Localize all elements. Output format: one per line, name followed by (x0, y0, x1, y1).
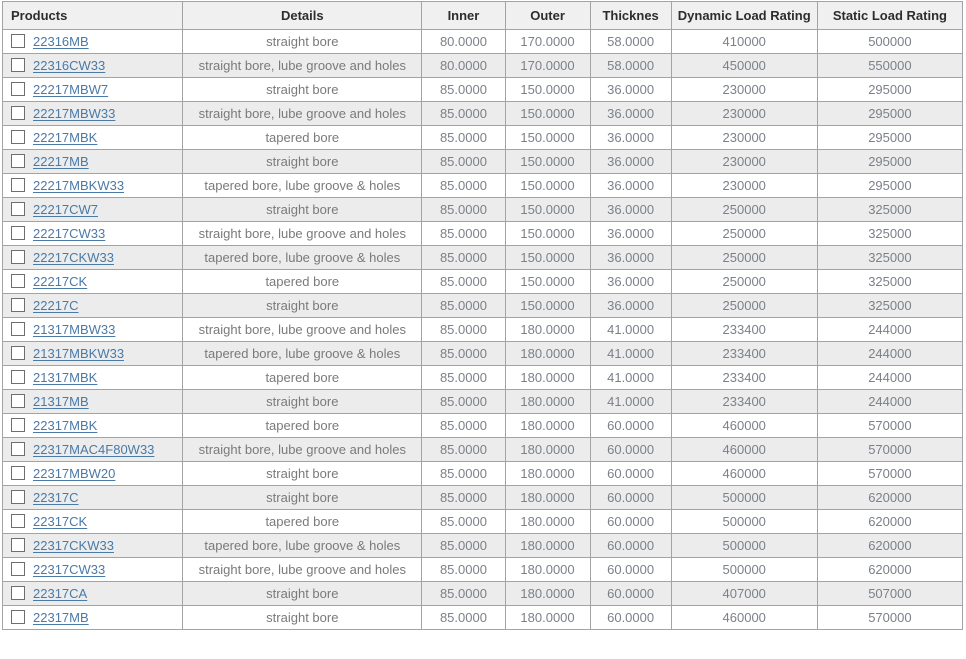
thickness-cell: 41.0000 (590, 318, 671, 342)
row-checkbox[interactable] (11, 226, 25, 240)
thickness-cell: 60.0000 (590, 414, 671, 438)
details-cell: straight bore (183, 606, 422, 630)
inner-cell: 85.0000 (422, 198, 505, 222)
inner-cell: 85.0000 (422, 294, 505, 318)
thickness-cell: 60.0000 (590, 486, 671, 510)
dynamic-load-rating-cell: 230000 (671, 174, 817, 198)
product-link[interactable]: 22217MB (33, 154, 89, 170)
table-row (3, 150, 963, 174)
table-row (3, 582, 963, 606)
static-load-rating-cell: 325000 (817, 222, 962, 246)
details-cell: straight bore, lube groove and holes (183, 438, 422, 462)
static-load-rating-cell: 325000 (817, 246, 962, 270)
row-checkbox[interactable] (11, 250, 25, 264)
dynamic-load-rating-cell: 233400 (671, 366, 817, 390)
static-load-rating-cell: 570000 (817, 414, 962, 438)
product-link[interactable]: 22217CW33 (33, 226, 106, 242)
product-cell (3, 342, 183, 366)
thickness-cell: 36.0000 (590, 222, 671, 246)
inner-cell: 85.0000 (422, 414, 505, 438)
outer-cell: 180.0000 (505, 366, 590, 390)
outer-cell: 180.0000 (505, 510, 590, 534)
table-row (3, 30, 963, 54)
product-cell (3, 174, 183, 198)
dynamic-load-rating-cell: 460000 (671, 414, 817, 438)
details-cell: straight bore (183, 582, 422, 606)
outer-cell: 180.0000 (505, 414, 590, 438)
product-cell (3, 222, 183, 246)
inner-cell: 85.0000 (422, 342, 505, 366)
static-load-rating-cell: 244000 (817, 366, 962, 390)
row-checkbox[interactable] (11, 178, 25, 192)
row-checkbox[interactable] (11, 298, 25, 312)
details-cell: straight bore (183, 390, 422, 414)
product-cell (3, 414, 183, 438)
outer-cell: 150.0000 (505, 78, 590, 102)
column-header-outer: Outer (505, 2, 590, 30)
inner-cell: 85.0000 (422, 246, 505, 270)
product-cell (3, 510, 183, 534)
table-row (3, 246, 963, 270)
product-link[interactable]: 22217MBKW33 (33, 178, 125, 194)
product-cell (3, 606, 183, 630)
product-cell (3, 462, 183, 486)
inner-cell: 80.0000 (422, 30, 505, 54)
dynamic-load-rating-cell: 233400 (671, 318, 817, 342)
table-row (3, 126, 963, 150)
thickness-cell: 58.0000 (590, 30, 671, 54)
thickness-cell: 41.0000 (590, 366, 671, 390)
product-link[interactable]: 22317MBK (33, 418, 98, 434)
thickness-cell: 36.0000 (590, 174, 671, 198)
inner-cell: 85.0000 (422, 606, 505, 630)
product-cell (3, 390, 183, 414)
dynamic-load-rating-cell: 460000 (671, 438, 817, 462)
details-cell: straight bore (183, 150, 422, 174)
product-cell (3, 198, 183, 222)
product-cell (3, 126, 183, 150)
thickness-cell: 36.0000 (590, 270, 671, 294)
outer-cell: 170.0000 (505, 30, 590, 54)
inner-cell: 85.0000 (422, 222, 505, 246)
details-cell: straight bore (183, 462, 422, 486)
table-row (3, 270, 963, 294)
static-load-rating-cell: 295000 (817, 126, 962, 150)
inner-cell: 85.0000 (422, 78, 505, 102)
product-cell (3, 246, 183, 270)
product-cell (3, 78, 183, 102)
static-load-rating-cell: 244000 (817, 342, 962, 366)
thickness-cell: 60.0000 (590, 438, 671, 462)
static-load-rating-cell: 295000 (817, 150, 962, 174)
product-link[interactable]: 21317MBK (33, 370, 98, 386)
thickness-cell: 36.0000 (590, 198, 671, 222)
product-link[interactable]: 22317MB (33, 610, 89, 626)
dynamic-load-rating-cell: 500000 (671, 558, 817, 582)
product-cell (3, 486, 183, 510)
column-header-details: Details (183, 2, 422, 30)
static-load-rating-cell: 244000 (817, 318, 962, 342)
details-cell: straight bore (183, 78, 422, 102)
static-load-rating-cell: 620000 (817, 558, 962, 582)
inner-cell: 85.0000 (422, 270, 505, 294)
details-cell: straight bore (183, 30, 422, 54)
static-load-rating-cell: 500000 (817, 30, 962, 54)
thickness-cell: 60.0000 (590, 558, 671, 582)
inner-cell: 85.0000 (422, 174, 505, 198)
static-load-rating-cell: 295000 (817, 174, 962, 198)
dynamic-load-rating-cell: 460000 (671, 462, 817, 486)
static-load-rating-cell: 507000 (817, 582, 962, 606)
row-checkbox[interactable] (11, 514, 25, 528)
table-row (3, 366, 963, 390)
row-checkbox[interactable] (11, 610, 25, 624)
column-header-thickness: Thicknes (590, 2, 671, 30)
outer-cell: 180.0000 (505, 534, 590, 558)
row-checkbox[interactable] (11, 106, 25, 120)
table-row (3, 558, 963, 582)
outer-cell: 180.0000 (505, 462, 590, 486)
inner-cell: 85.0000 (422, 318, 505, 342)
inner-cell: 85.0000 (422, 390, 505, 414)
row-checkbox[interactable] (11, 58, 25, 72)
thickness-cell: 41.0000 (590, 390, 671, 414)
product-link[interactable]: 21317MBKW33 (33, 346, 125, 362)
row-checkbox[interactable] (11, 562, 25, 576)
inner-cell: 80.0000 (422, 54, 505, 78)
row-checkbox[interactable] (11, 34, 25, 48)
table-row (3, 462, 963, 486)
table-row (3, 294, 963, 318)
details-cell: tapered bore, lube groove & holes (183, 174, 422, 198)
outer-cell: 150.0000 (505, 246, 590, 270)
product-link[interactable]: 22317CW33 (33, 562, 106, 578)
thickness-cell: 36.0000 (590, 294, 671, 318)
outer-cell: 170.0000 (505, 54, 590, 78)
row-checkbox[interactable] (11, 586, 25, 600)
outer-cell: 180.0000 (505, 486, 590, 510)
dynamic-load-rating-cell: 500000 (671, 510, 817, 534)
inner-cell: 85.0000 (422, 102, 505, 126)
details-cell: tapered bore (183, 510, 422, 534)
dynamic-load-rating-cell: 460000 (671, 606, 817, 630)
outer-cell: 180.0000 (505, 558, 590, 582)
outer-cell: 150.0000 (505, 150, 590, 174)
dynamic-load-rating-cell: 230000 (671, 150, 817, 174)
static-load-rating-cell: 550000 (817, 54, 962, 78)
table-row (3, 78, 963, 102)
column-header-inner: Inner (422, 2, 505, 30)
dynamic-load-rating-cell: 450000 (671, 54, 817, 78)
dynamic-load-rating-cell: 500000 (671, 486, 817, 510)
product-cell (3, 54, 183, 78)
inner-cell: 85.0000 (422, 150, 505, 174)
table-row (3, 414, 963, 438)
details-cell: straight bore, lube groove and holes (183, 558, 422, 582)
product-link[interactable]: 22217MBW33 (33, 106, 116, 122)
outer-cell: 180.0000 (505, 606, 590, 630)
table-row (3, 198, 963, 222)
static-load-rating-cell: 295000 (817, 102, 962, 126)
thickness-cell: 36.0000 (590, 126, 671, 150)
product-link[interactable]: 22317CK (33, 514, 88, 530)
product-cell (3, 270, 183, 294)
product-link[interactable]: 22316CW33 (33, 58, 106, 74)
static-load-rating-cell: 570000 (817, 606, 962, 630)
product-link[interactable]: 21317MB (33, 394, 89, 410)
details-cell: straight bore, lube groove and holes (183, 222, 422, 246)
thickness-cell: 36.0000 (590, 102, 671, 126)
thickness-cell: 36.0000 (590, 246, 671, 270)
outer-cell: 150.0000 (505, 222, 590, 246)
product-cell (3, 30, 183, 54)
product-cell (3, 150, 183, 174)
outer-cell: 150.0000 (505, 198, 590, 222)
inner-cell: 85.0000 (422, 366, 505, 390)
row-checkbox[interactable] (11, 274, 25, 288)
details-cell: tapered bore (183, 366, 422, 390)
static-load-rating-cell: 620000 (817, 534, 962, 558)
product-link[interactable]: 22317CKW33 (33, 538, 114, 554)
table-row (3, 342, 963, 366)
dynamic-load-rating-cell: 500000 (671, 534, 817, 558)
product-cell (3, 366, 183, 390)
thickness-cell: 60.0000 (590, 534, 671, 558)
dynamic-load-rating-cell: 250000 (671, 222, 817, 246)
inner-cell: 85.0000 (422, 534, 505, 558)
outer-cell: 180.0000 (505, 390, 590, 414)
thickness-cell: 36.0000 (590, 150, 671, 174)
product-link[interactable]: 22217CKW33 (33, 250, 114, 266)
product-cell (3, 294, 183, 318)
inner-cell: 85.0000 (422, 486, 505, 510)
row-checkbox[interactable] (11, 346, 25, 360)
dynamic-load-rating-cell: 230000 (671, 102, 817, 126)
table-row (3, 438, 963, 462)
thickness-cell: 58.0000 (590, 54, 671, 78)
dynamic-load-rating-cell: 250000 (671, 270, 817, 294)
inner-cell: 85.0000 (422, 582, 505, 606)
row-checkbox[interactable] (11, 202, 25, 216)
inner-cell: 85.0000 (422, 462, 505, 486)
product-link[interactable]: 22217C (33, 298, 79, 314)
static-load-rating-cell: 244000 (817, 390, 962, 414)
dynamic-load-rating-cell: 230000 (671, 78, 817, 102)
outer-cell: 180.0000 (505, 318, 590, 342)
row-checkbox[interactable] (11, 394, 25, 408)
column-header-products: Products (3, 2, 183, 30)
details-cell: tapered bore, lube groove & holes (183, 246, 422, 270)
row-checkbox[interactable] (11, 442, 25, 456)
products-table (2, 1, 963, 630)
product-cell (3, 318, 183, 342)
inner-cell: 85.0000 (422, 558, 505, 582)
dynamic-load-rating-cell: 250000 (671, 246, 817, 270)
table-row (3, 222, 963, 246)
header-row (3, 2, 963, 30)
outer-cell: 180.0000 (505, 342, 590, 366)
row-checkbox[interactable] (11, 418, 25, 432)
static-load-rating-cell: 620000 (817, 510, 962, 534)
thickness-cell: 60.0000 (590, 582, 671, 606)
details-cell: straight bore, lube groove and holes (183, 102, 422, 126)
table-row (3, 486, 963, 510)
row-checkbox[interactable] (11, 322, 25, 336)
details-cell: straight bore, lube groove and holes (183, 54, 422, 78)
outer-cell: 150.0000 (505, 174, 590, 198)
product-cell (3, 438, 183, 462)
table-row (3, 318, 963, 342)
product-cell (3, 534, 183, 558)
thickness-cell: 60.0000 (590, 462, 671, 486)
static-load-rating-cell: 325000 (817, 270, 962, 294)
thickness-cell: 60.0000 (590, 606, 671, 630)
static-load-rating-cell: 570000 (817, 462, 962, 486)
static-load-rating-cell: 325000 (817, 294, 962, 318)
outer-cell: 150.0000 (505, 294, 590, 318)
details-cell: tapered bore (183, 126, 422, 150)
table-row (3, 534, 963, 558)
column-header-dynamic-load-rating: Dynamic Load Rating (671, 2, 817, 30)
row-checkbox[interactable] (11, 130, 25, 144)
product-link[interactable]: 22317CA (33, 586, 88, 602)
table-row (3, 390, 963, 414)
product-link[interactable]: 22316MB (33, 34, 89, 50)
table-body (3, 30, 963, 630)
details-cell: tapered bore (183, 414, 422, 438)
table-row (3, 510, 963, 534)
details-cell: tapered bore, lube groove & holes (183, 534, 422, 558)
details-cell: tapered bore (183, 270, 422, 294)
thickness-cell: 36.0000 (590, 78, 671, 102)
table-row (3, 174, 963, 198)
outer-cell: 150.0000 (505, 126, 590, 150)
details-cell: straight bore (183, 198, 422, 222)
dynamic-load-rating-cell: 233400 (671, 342, 817, 366)
inner-cell: 85.0000 (422, 438, 505, 462)
product-link[interactable]: 22217CK (33, 274, 88, 290)
outer-cell: 150.0000 (505, 270, 590, 294)
details-cell: straight bore (183, 486, 422, 510)
product-link[interactable]: 22317C (33, 490, 79, 506)
row-checkbox[interactable] (11, 466, 25, 480)
product-link[interactable]: 22217MBK (33, 130, 98, 146)
row-checkbox[interactable] (11, 538, 25, 552)
dynamic-load-rating-cell: 250000 (671, 294, 817, 318)
outer-cell: 180.0000 (505, 582, 590, 606)
details-cell: tapered bore, lube groove & holes (183, 342, 422, 366)
dynamic-load-rating-cell: 250000 (671, 198, 817, 222)
static-load-rating-cell: 570000 (817, 438, 962, 462)
row-checkbox[interactable] (11, 490, 25, 504)
thickness-cell: 41.0000 (590, 342, 671, 366)
product-link[interactable]: 22217CW7 (33, 202, 99, 218)
product-link[interactable]: 22317MBW20 (33, 466, 116, 482)
dynamic-load-rating-cell: 230000 (671, 126, 817, 150)
details-cell: straight bore, lube groove and holes (183, 318, 422, 342)
thickness-cell: 60.0000 (590, 510, 671, 534)
table-header (3, 2, 963, 30)
table-row (3, 606, 963, 630)
static-load-rating-cell: 295000 (817, 78, 962, 102)
product-link[interactable]: 21317MBW33 (33, 322, 116, 338)
product-link[interactable]: 22317MAC4F80W33 (33, 442, 155, 458)
outer-cell: 150.0000 (505, 102, 590, 126)
static-load-rating-cell: 620000 (817, 486, 962, 510)
dynamic-load-rating-cell: 410000 (671, 30, 817, 54)
inner-cell: 85.0000 (422, 510, 505, 534)
product-cell (3, 558, 183, 582)
details-cell: straight bore (183, 294, 422, 318)
row-checkbox[interactable] (11, 154, 25, 168)
inner-cell: 85.0000 (422, 126, 505, 150)
product-cell (3, 102, 183, 126)
dynamic-load-rating-cell: 407000 (671, 582, 817, 606)
product-link[interactable]: 22217MBW7 (33, 82, 109, 98)
dynamic-load-rating-cell: 233400 (671, 390, 817, 414)
outer-cell: 180.0000 (505, 438, 590, 462)
static-load-rating-cell: 325000 (817, 198, 962, 222)
product-cell (3, 582, 183, 606)
table-row (3, 54, 963, 78)
row-checkbox[interactable] (11, 370, 25, 384)
table-row (3, 102, 963, 126)
row-checkbox[interactable] (11, 82, 25, 96)
column-header-static-load-rating: Static Load Rating (817, 2, 962, 30)
